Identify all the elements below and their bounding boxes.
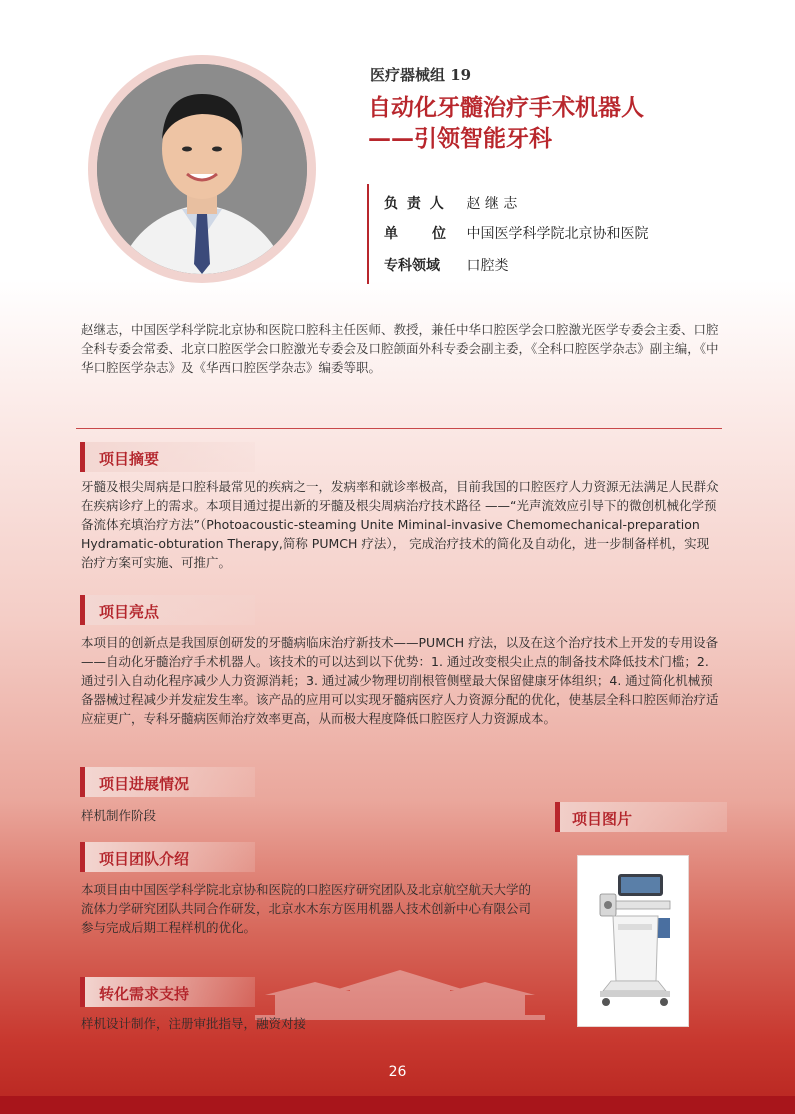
unit-label: 单 位 — [384, 226, 448, 242]
support-heading — [80, 977, 255, 1007]
group-label: 医疗器械组 19 — [370, 66, 472, 84]
support-text: 样机设计制作，注册审批指导，融资对接 — [81, 1016, 307, 1031]
robot-photo — [577, 855, 689, 1027]
heading-accent-bar — [80, 767, 85, 797]
summary-title: 项目摘要 — [99, 450, 160, 468]
progress-heading — [80, 767, 255, 797]
team-title: 项目团队介绍 — [99, 850, 190, 868]
info-leader — [384, 193, 517, 213]
heading-accent-bar — [555, 802, 560, 832]
leader-label: 负 责 人 — [384, 196, 446, 212]
heading-accent-bar — [80, 842, 85, 872]
progress-text: 样机制作阶段 — [81, 808, 157, 823]
heading-accent-bar — [80, 977, 85, 1007]
unit-value: 中国医学科学院北京协和医院 — [466, 226, 649, 242]
team-text: 本项目由中国医学科学院北京协和医院的口腔医疗研究团队及北京航空航天大学的流体力学研究团队共同合作研发，北京水木东方医用机器人技术创新中心有限公司参与完成后期工程样机的优化。 — [81, 882, 532, 935]
bottom-band — [0, 1096, 795, 1114]
project-title — [368, 92, 644, 154]
image-title: 项目图片 — [572, 810, 633, 828]
info-field — [384, 255, 508, 275]
image-heading — [555, 802, 727, 832]
leader-bio: 赵继志，中国医学科学院北京协和医院口腔科主任医师、教授，兼任中华口腔医学会口腔激光医学专委会主委、口腔全科专委会常委、北京口腔医学会口腔激光专委会及口腔颌面外科专委会副主委，《全科口腔医学杂志》副主编，《中华口腔医学杂志》及《华西口腔医学杂志》编委等职。 — [81, 322, 719, 375]
team-heading — [80, 842, 255, 872]
support-title: 转化需求支持 — [99, 985, 190, 1003]
field-value: 口腔类 — [466, 258, 509, 274]
title-line-1: 自动化牙髓治疗手术机器人 — [368, 94, 644, 121]
info-unit — [384, 223, 648, 243]
field-label: 专科领域 — [384, 258, 440, 274]
robot-illustration — [578, 856, 688, 1026]
leader-value: 赵 继 志 — [466, 196, 518, 212]
palace-decoration — [255, 960, 545, 1020]
heading-accent-bar — [80, 442, 85, 472]
title-line-2: ——引领智能牙科 — [368, 125, 552, 152]
summary-text: 牙髓及根尖周病是口腔科最常见的疾病之一，发病率和就诊率极高，目前我国的口腔医疗人力资源无法满足人民群众在疾病诊疗上的需求。本项目通过提出新的牙髓及根尖周病治疗技术路径 ——“光声流效应引导下的微创机械化学预备流体充填治疗方法”（Photoacoustic-steaming Unite Miminal-invasive Chemomechanical-preparation Hydramatic-obturation Therapy,简称 PUMCH 疗法）， 完成治疗技术的简化及自动化，进一步制备样机，实现治疗方案可实施、可推广。 — [81, 479, 719, 570]
highlight-text: 本项目的创新点是我国原创研发的牙髓病临床治疗新技术——PUMCH 疗法，以及在这个治疗技术上开发的专用设备——自动化牙髓治疗手术机器人。该技术的可以达到以下优势：1. 通过改变根尖止点的制备技术降低技术门槛；2. 通过引入自动化程序减少人力资源消耗；3. 通过减少物理切削根管侧壁最大保留健康牙体组织；4. 通过简化机械预备器械过程减少并发症发生率。该产品的应用可以实现牙髓病医疗人力资源分配的优化，使基层全科口腔医师治疗适应症更广，专科牙髓病医师治疗效率更高，从而极大程度降低口腔医疗人力资源成本。 — [81, 635, 719, 726]
leader-portrait — [97, 64, 307, 274]
page-number: 26 — [388, 1064, 407, 1080]
section-divider — [76, 428, 722, 429]
summary-heading — [80, 442, 255, 472]
info-divider — [367, 184, 369, 284]
highlight-heading — [80, 595, 255, 625]
progress-title: 项目进展情况 — [99, 775, 190, 793]
heading-accent-bar — [80, 595, 85, 625]
highlight-title: 项目亮点 — [99, 603, 160, 621]
